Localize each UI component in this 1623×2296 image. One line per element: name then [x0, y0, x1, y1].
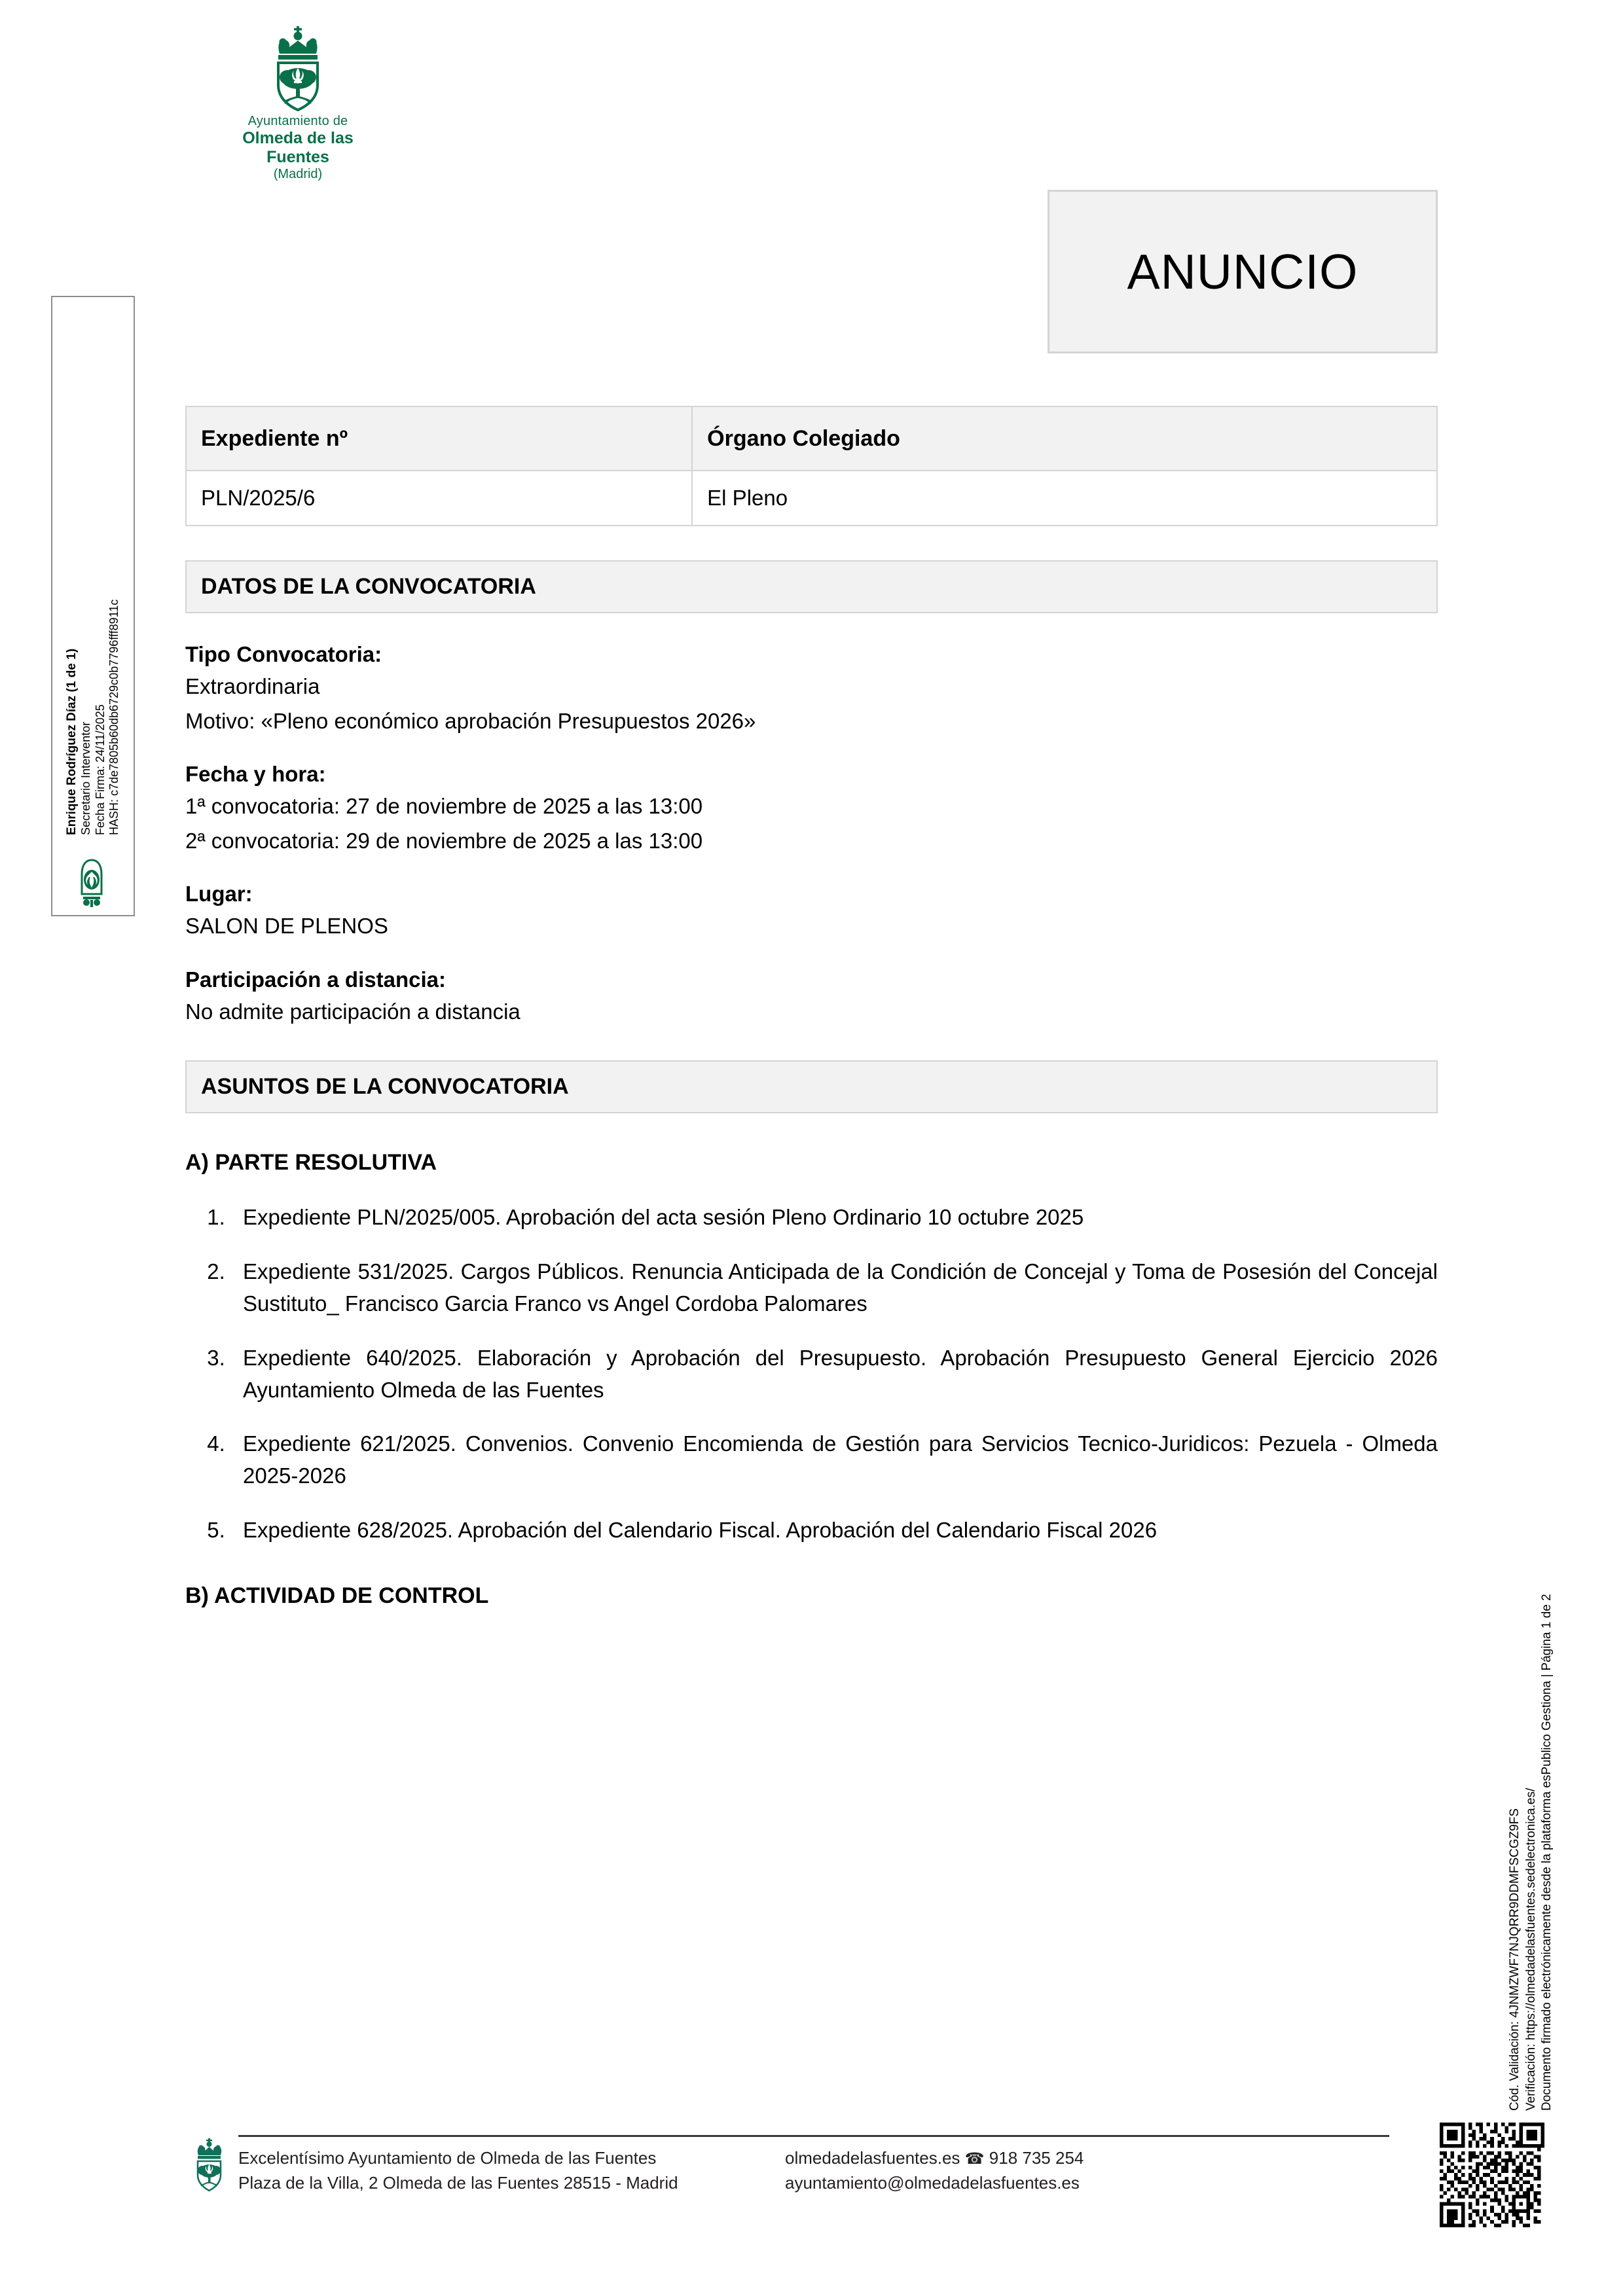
signature-sidebar	[51, 296, 135, 916]
coat-of-arms-icon	[216, 25, 380, 111]
column-header-organo: Órgano Colegiado	[692, 406, 1437, 471]
list-item: 3. Expediente 640/2025. Elaboración y Aprobación del Presupuesto. Aprobación Presupuesto General Ejercicio 2026 Ayuntamiento Olmeda de las Fuentes	[231, 1342, 1438, 1407]
telephone-icon: ☎	[964, 2150, 985, 2168]
label-lugar: Lugar:	[185, 882, 253, 906]
signer-role: Secretario Interventor	[79, 721, 93, 835]
main-content	[185, 406, 1438, 1609]
footer-address-column	[238, 2146, 785, 2195]
value-primera-convocatoria: 1ª convocatoria: 27 de noviembre de 2025 a las 13:00	[185, 794, 703, 819]
list-item: 5. Expediente 628/2025. Aprobación del Calendario Fiscal. Aprobación del Calendario Fiscal 2026	[231, 1515, 1438, 1547]
list-item: 4. Expediente 621/2025. Convenios. Convenio Encomienda de Gestión para Servicios Tecnico-Juridicos: Pezuela - Olmeda 2025-2026	[231, 1428, 1438, 1492]
signature-date: Fecha Firma: 24/11/2025	[93, 704, 107, 835]
footer-org-name: Excelentísimo Ayuntamiento de Olmeda de las Fuentes	[238, 2148, 657, 2168]
value-segunda-convocatoria: 2ª convocatoria: 29 de noviembre de 2025 a las 13:00	[185, 828, 703, 853]
value-participacion-distancia: No admite participación a distancia	[185, 999, 520, 1024]
cell-organo-colegiado: El Pleno	[692, 471, 1437, 526]
footer-address: Plaza de la Villa, 2 Olmeda de las Fuentes 28515 - Madrid	[238, 2172, 678, 2193]
label-participacion-distancia: Participación a distancia:	[185, 967, 446, 992]
coat-of-arms-icon	[78, 852, 109, 908]
section-header-datos: DATOS DE LA CONVOCATORIA	[185, 560, 1438, 613]
qr-code-icon	[1440, 2123, 1544, 2227]
footer-phone[interactable]: 918 735 254	[989, 2148, 1084, 2168]
anuncio-title-box	[1048, 190, 1438, 353]
logo-line-3: (Madrid)	[273, 166, 323, 181]
expediente-table	[185, 406, 1438, 526]
heading-parte-resolutiva: A) PARTE RESOLUTIVA	[185, 1150, 437, 1175]
footer-email[interactable]: ayuntamiento@olmedadelasfuentes.es	[785, 2172, 1080, 2193]
heading-actividad-control: B) ACTIVIDAD DE CONTROL	[185, 1583, 489, 1608]
label-fecha-hora: Fecha y hora:	[185, 762, 326, 787]
value-tipo-convocatoria: Extraordinaria	[185, 674, 320, 698]
validation-code: Cód. Validación: 4JNMZWF7NJQRR9DDMFSCGZ9FS	[1507, 1808, 1522, 2111]
page-footer	[191, 2135, 1389, 2196]
table-header-row	[186, 406, 1437, 471]
signer-name: Enrique Rodríguez Díaz (1 de 1)	[64, 648, 79, 835]
table-row	[186, 471, 1437, 526]
cell-expediente-numero: PLN/2025/6	[186, 471, 692, 526]
signature-hash: HASH: c7de7805b60db6729c0b7796fff8911c	[107, 599, 120, 835]
footer-website[interactable]: olmedadelasfuentes.es	[785, 2148, 960, 2168]
footer-divider	[238, 2135, 1389, 2137]
logo-line-1: Ayuntamiento de	[247, 114, 348, 128]
value-motivo: Motivo: «Pleno económico aprobación Presupuestos 2026»	[185, 708, 756, 733]
logo-line-2: Olmeda de las Fuentes	[242, 129, 354, 166]
footer-contact-column	[785, 2146, 1389, 2195]
list-item: 1. Expediente PLN/2025/005. Aprobación del acta sesión Pleno Ordinario 10 octubre 2025	[231, 1202, 1438, 1234]
convocatoria-fields	[185, 642, 1438, 1026]
column-header-expediente: Expediente nº	[186, 406, 692, 471]
footer-text-block	[238, 2135, 1389, 2195]
value-lugar: SALON DE PLENOS	[185, 914, 388, 939]
header-logo	[216, 25, 380, 182]
validation-strip	[1478, 1391, 1557, 2111]
asuntos-list	[185, 1202, 1438, 1547]
list-item: 2. Expediente 531/2025. Cargos Públicos. Renuncia Anticipada de la Condición de Concejal y Toma de Posesión del Concejal Sustituto_ Francisco Garcia Franco vs Angel Cordoba Palomares	[231, 1256, 1438, 1320]
coat-of-arms-icon	[191, 2138, 228, 2196]
verification-url: Verificación: https://olmedadelasfuentes.sedelectronica.es/	[1523, 1787, 1538, 2111]
platform-page-info: Documento firmado electrónicamente desde la plataforma esPublico Gestiona | Página 1 de 2	[1540, 1594, 1554, 2111]
label-tipo-convocatoria: Tipo Convocatoria:	[185, 642, 382, 666]
section-header-asuntos: ASUNTOS DE LA CONVOCATORIA	[185, 1060, 1438, 1113]
page-title: ANUNCIO	[1127, 244, 1359, 299]
footer-contact-row	[785, 2146, 1389, 2171]
